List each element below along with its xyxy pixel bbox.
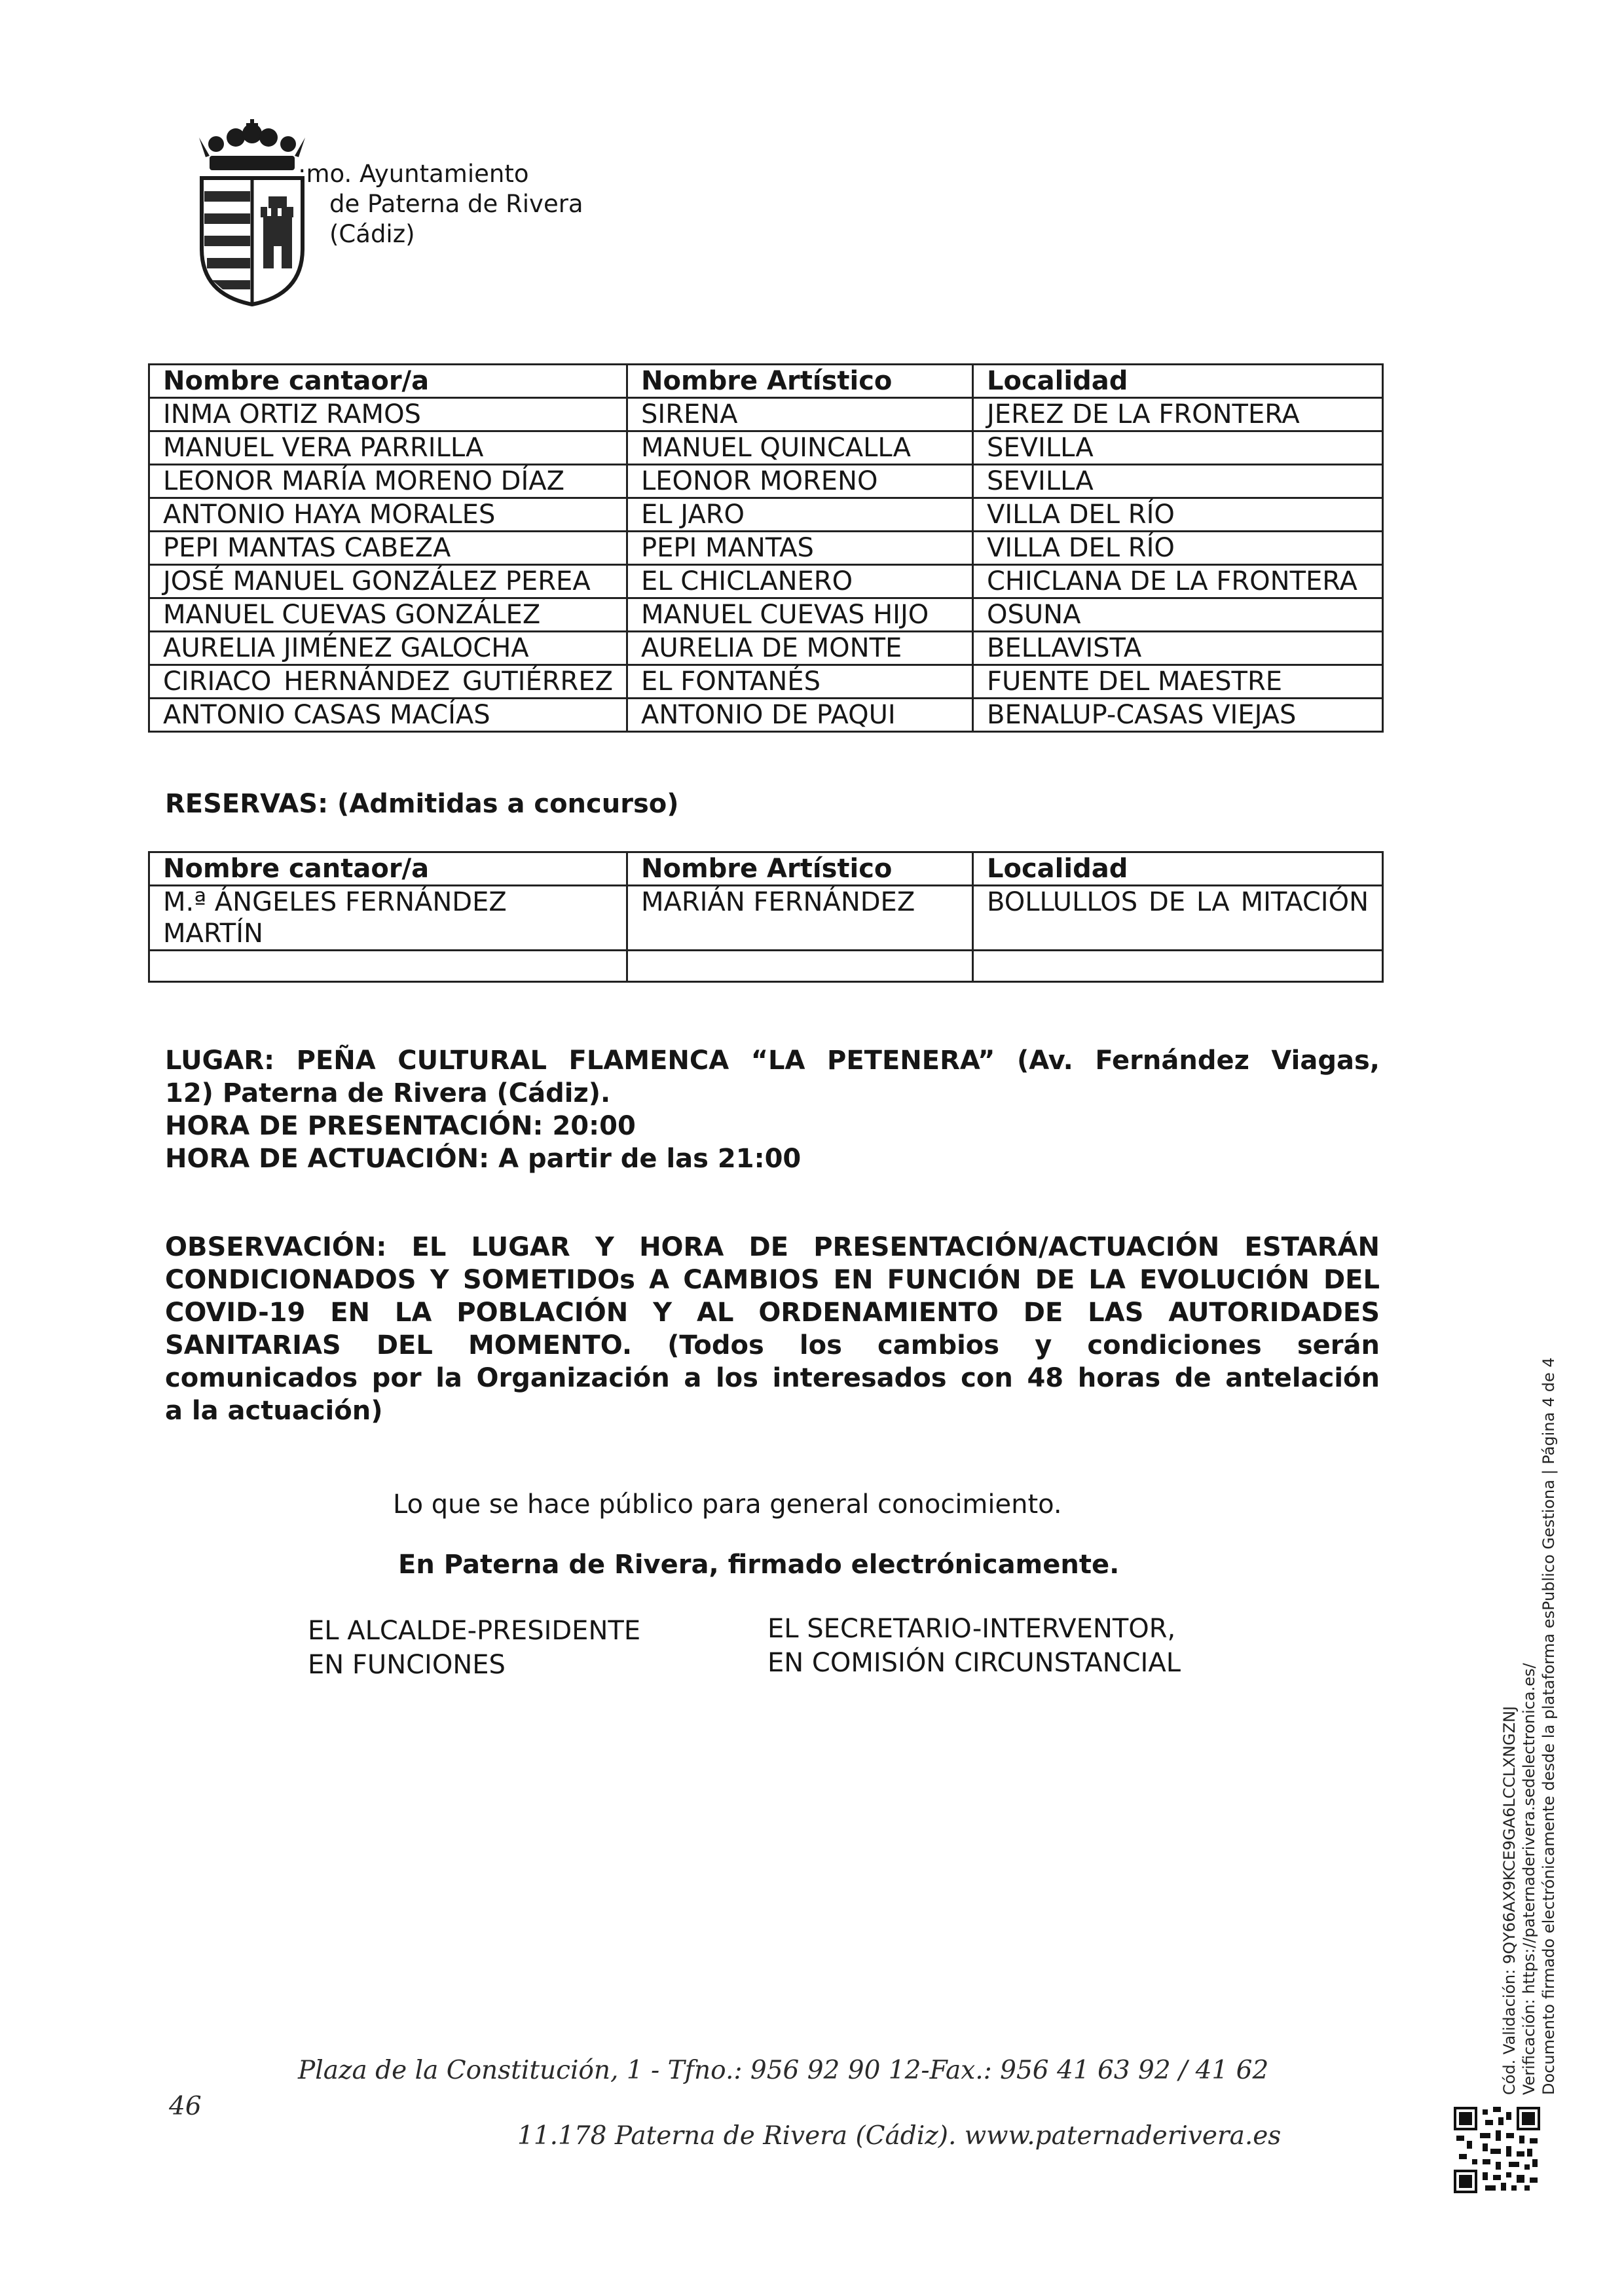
- footer-website: 11.178 Paterna de Rivera (Cádiz). www.paternaderivera.es: [517, 2121, 1282, 2151]
- reservas-heading: RESERVAS: (Admitidas a concurso): [165, 789, 679, 819]
- table-row: [149, 431, 1383, 465]
- signature-subtitle: EN COMISIÓN CIRCUNSTANCIAL: [767, 1648, 1181, 1678]
- table-header-row: [149, 852, 1383, 886]
- venue-line: LUGAR: PEÑA CULTURAL FLAMENCA “LA PETENERA” (Av. Fernández Viagas,: [165, 1046, 1380, 1076]
- cell-nombre: PEPI MANTAS CABEZA: [149, 532, 627, 565]
- header-localidad: Localidad: [973, 365, 1383, 398]
- observation-line: COVID-19 EN LA POBLACIÓN Y AL ORDENAMIENTO DE LAS AUTORIDADES: [165, 1298, 1380, 1328]
- observation-line: OBSERVACIÓN: EL LUGAR Y HORA DE PRESENTACIÓN/ACTUACIÓN ESTARÁN: [165, 1232, 1380, 1262]
- cell-localidad: VILLA DEL RÍO: [973, 532, 1383, 565]
- cell-localidad: BELLAVISTA: [973, 632, 1383, 665]
- table-row: [149, 665, 1383, 699]
- cell-localidad: JEREZ DE LA FRONTERA: [973, 398, 1383, 431]
- table-row: [149, 598, 1383, 632]
- observation-line: CONDICIONADOS Y SOMETIDOs A CAMBIOS EN FUNCIÓN DE LA EVOLUCIÓN DEL: [165, 1265, 1380, 1295]
- cell-nombre: MANUEL CUEVAS GONZÁLEZ: [149, 598, 627, 632]
- header-nombre-artistico: Nombre Artístico: [627, 365, 973, 398]
- org-line-3: (Cádiz): [329, 220, 415, 248]
- cell-nombre: ANTONIO HAYA MORALES: [149, 498, 627, 532]
- signed-statement: En Paterna de Rivera, firmado electrónicamente.: [398, 1550, 1120, 1580]
- table-row: [149, 565, 1383, 598]
- cell-localidad: CHICLANA DE LA FRONTERA: [973, 565, 1383, 598]
- observation-line: SANITARIAS DEL MOMENTO. (Todos los cambios y condiciones serán: [165, 1330, 1380, 1360]
- page-number: 46: [169, 2092, 202, 2121]
- cell-artistico: LEONOR MORENO: [627, 465, 973, 498]
- participants-table: [148, 363, 1384, 733]
- footer-address: Plaza de la Constitución, 1 - Tfno.: 956 92 90 12-Fax.: 956 41 63 92 / 41 62: [298, 2056, 1269, 2085]
- cell-nombre: JOSÉ MANUEL GONZÁLEZ PEREA: [149, 565, 627, 598]
- secretary-signature-block: [767, 1612, 1181, 1680]
- header-localidad: Localidad: [973, 852, 1383, 886]
- performance-time: HORA DE ACTUACIÓN: A partir de las 21:00: [165, 1144, 802, 1174]
- table-row: [149, 498, 1383, 532]
- table-row: [149, 632, 1383, 665]
- cell-artistico: AURELIA DE MONTE: [627, 632, 973, 665]
- cell-artistico: EL CHICLANERO: [627, 565, 973, 598]
- organization-name: [298, 159, 583, 249]
- table-row: [149, 699, 1383, 732]
- cell-artistico: PEPI MANTAS: [627, 532, 973, 565]
- cell-localidad: BENALUP-CASAS VIEJAS: [973, 699, 1383, 732]
- table-row: [149, 532, 1383, 565]
- reservas-table: [148, 851, 1384, 983]
- venue-block: [165, 1044, 1380, 1175]
- observation-block: [165, 1231, 1380, 1427]
- header-nombre-artistico: Nombre Artístico: [627, 852, 973, 886]
- signature-subtitle: EN FUNCIONES: [308, 1650, 506, 1680]
- cell-localidad: FUENTE DEL MAESTRE: [973, 665, 1383, 699]
- cell-artistico: SIRENA: [627, 398, 973, 431]
- cell-nombre: MANUEL VERA PARRILLA: [149, 431, 627, 465]
- signature-platform-note: Documento firmado electrónicamente desde la plataforma esPublico Gestiona | Página 4 de 4: [1540, 1357, 1558, 2095]
- cell-nombre: INMA ORTIZ RAMOS: [149, 398, 627, 431]
- header-nombre-cantaor: Nombre cantaor/a: [149, 365, 627, 398]
- venue-line: 12) Paterna de Rivera (Cádiz).: [165, 1078, 611, 1108]
- cell-artistico: MANUEL CUEVAS HIJO: [627, 598, 973, 632]
- verification-url: Verificación: https://paternaderivera.sedelectronica.es/: [1520, 1663, 1538, 2095]
- cell-localidad: VILLA DEL RÍO: [973, 498, 1383, 532]
- cell-localidad: OSUNA: [973, 598, 1383, 632]
- cell-nombre: LEONOR MARÍA MORENO DÍAZ: [149, 465, 627, 498]
- table-row: [149, 465, 1383, 498]
- table-row: [149, 886, 1383, 951]
- table-header-row: [149, 365, 1383, 398]
- cell-localidad: BOLLULLOS DE LA MITACIÓN: [973, 886, 1383, 951]
- header-nombre-cantaor: Nombre cantaor/a: [149, 852, 627, 886]
- cell-artistico: EL FONTANÉS: [627, 665, 973, 699]
- observation-line: a la actuación): [165, 1396, 383, 1426]
- cell-nombre: AURELIA JIMÉNEZ GALOCHA: [149, 632, 627, 665]
- cell-localidad: SEVILLA: [973, 465, 1383, 498]
- cell-nombre: [149, 951, 627, 982]
- validation-side-text: [1500, 1357, 1559, 2095]
- cell-nombre: ANTONIO CASAS MACÍAS: [149, 699, 627, 732]
- mayor-signature-block: [308, 1614, 640, 1682]
- cell-artistico: ANTONIO DE PAQUI: [627, 699, 973, 732]
- cell-localidad: SEVILLA: [973, 431, 1383, 465]
- observation-line: comunicados por la Organización a los interesados con 48 horas de antelación: [165, 1363, 1380, 1393]
- public-notice: Lo que se hace público para general conocimiento.: [393, 1489, 1062, 1520]
- cell-nombre: CIRIACO HERNÁNDEZ GUTIÉRREZ: [149, 665, 627, 699]
- qr-code-icon: [1454, 2107, 1540, 2193]
- validation-code: Cód. Validación: 9QY66AX9KCE9GA6LCCLXNGZNJ: [1500, 1705, 1519, 2095]
- cell-artistico: MANUEL QUINCALLA: [627, 431, 973, 465]
- signature-title: EL SECRETARIO-INTERVENTOR,: [767, 1614, 1176, 1644]
- cell-artistico: [627, 951, 973, 982]
- table-row-empty: [149, 951, 1383, 982]
- org-line-1: :mo. Ayuntamiento: [298, 160, 529, 188]
- cell-nombre: M.ª ÁNGELES FERNÁNDEZ MARTÍN: [149, 886, 627, 951]
- cell-artistico: MARIÁN FERNÁNDEZ: [627, 886, 973, 951]
- table-row: [149, 398, 1383, 431]
- signature-title: EL ALCALDE-PRESIDENTE: [308, 1616, 641, 1646]
- coat-of-arms-icon: [190, 118, 314, 308]
- org-line-2: de Paterna de Rivera: [329, 190, 583, 218]
- cell-localidad: [973, 951, 1383, 982]
- cell-artistico: EL JARO: [627, 498, 973, 532]
- presentation-time: HORA DE PRESENTACIÓN: 20:00: [165, 1111, 636, 1141]
